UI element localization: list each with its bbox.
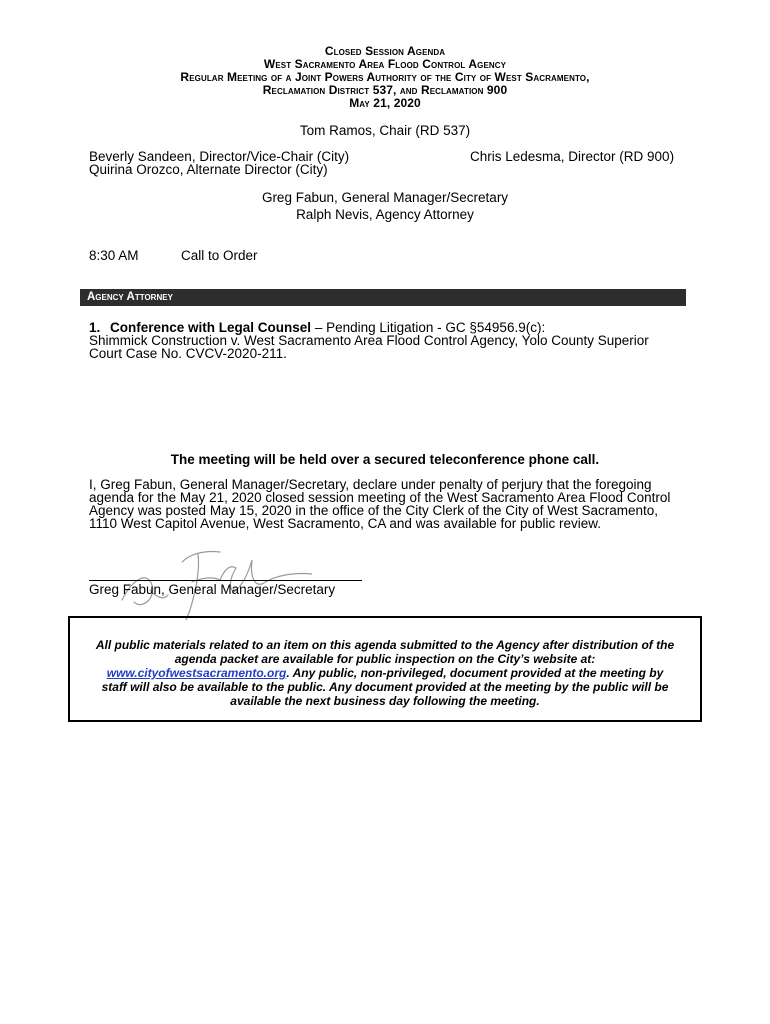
header-line-2: West Sacramento Area Flood Control Agency <box>263 57 507 71</box>
item-1-title: Conference with Legal Counsel <box>110 320 312 335</box>
header-line-4: Reclamation District 537, and Reclamation 900 <box>262 83 508 97</box>
header-date: May 21, 2020 <box>349 96 421 110</box>
call-to-order-time: 8:30 AM <box>89 248 139 263</box>
section-bar-agency-attorney: Agency Attorney <box>80 289 686 306</box>
declaration-line-4: 1110 West Capitol Avenue, West Sacramento, CA and was available for public review. <box>89 516 602 531</box>
notice-line-2: agenda packet are available for public inspection on the City’s website at: <box>174 652 596 666</box>
notice-text <box>78 638 692 708</box>
item-1-case-number: Court Case No. CVCV-2020-211. <box>89 346 287 361</box>
vice-chair: Beverly Sandeen, Director/Vice-Chair (City) <box>89 149 350 164</box>
director-rd900: Chris Ledesma, Director (RD 900) <box>470 149 675 164</box>
notice-line-1: All public materials related to an item on this agenda submitted to the Agency after distribution of the <box>95 638 675 652</box>
call-to-order-label: Call to Order <box>181 248 258 263</box>
agency-attorney: Ralph Nevis, Agency Attorney <box>296 207 474 222</box>
declaration-line-3: Agency was posted May 15, 2020 in the office of the City Clerk of the City of West Sacramento, <box>89 503 659 518</box>
signature-line <box>89 580 362 581</box>
declaration-line-2: agenda for the May 21, 2020 closed session meeting of the West Sacramento Area Flood Control <box>89 490 671 505</box>
city-website-link[interactable]: www.cityofwestsacramento.org <box>106 666 287 680</box>
alternate-director: Quirina Orozco, Alternate Director (City) <box>89 162 328 177</box>
general-manager: Greg Fabun, General Manager/Secretary <box>261 190 509 205</box>
header-line-1: Closed Session Agenda <box>324 44 446 58</box>
chair: Tom Ramos, Chair (RD 537) <box>299 123 471 138</box>
declaration-line-1: I, Greg Fabun, General Manager/Secretary, declare under penalty of perjury that the foregoing <box>89 477 652 492</box>
teleconference-notice: The meeting will be held over a secured teleconference phone call. <box>170 452 600 467</box>
item-1-number: 1. <box>89 320 101 335</box>
item-1-case-line: Shimmick Construction v. West Sacramento Area Flood Control Agency, Yolo County Superior <box>89 333 649 348</box>
notice-line-3-rest: . Any public, non-privileged, document provided at the meeting by <box>286 666 664 680</box>
header-line-3: Regular Meeting of a Joint Powers Authority of the City of West Sacramento, <box>180 70 590 84</box>
item-1-description: – Pending Litigation - GC §54956.9(c): <box>311 320 546 335</box>
notice-line-5: available the next business day following the meeting. <box>230 694 540 708</box>
signatory-name: Greg Fabun, General Manager/Secretary <box>89 582 336 597</box>
notice-line-3 <box>78 666 692 680</box>
notice-line-4: staff will also be available to the public. Any document provided at the meeting by the public will be <box>101 680 669 694</box>
public-materials-notice <box>68 616 702 722</box>
